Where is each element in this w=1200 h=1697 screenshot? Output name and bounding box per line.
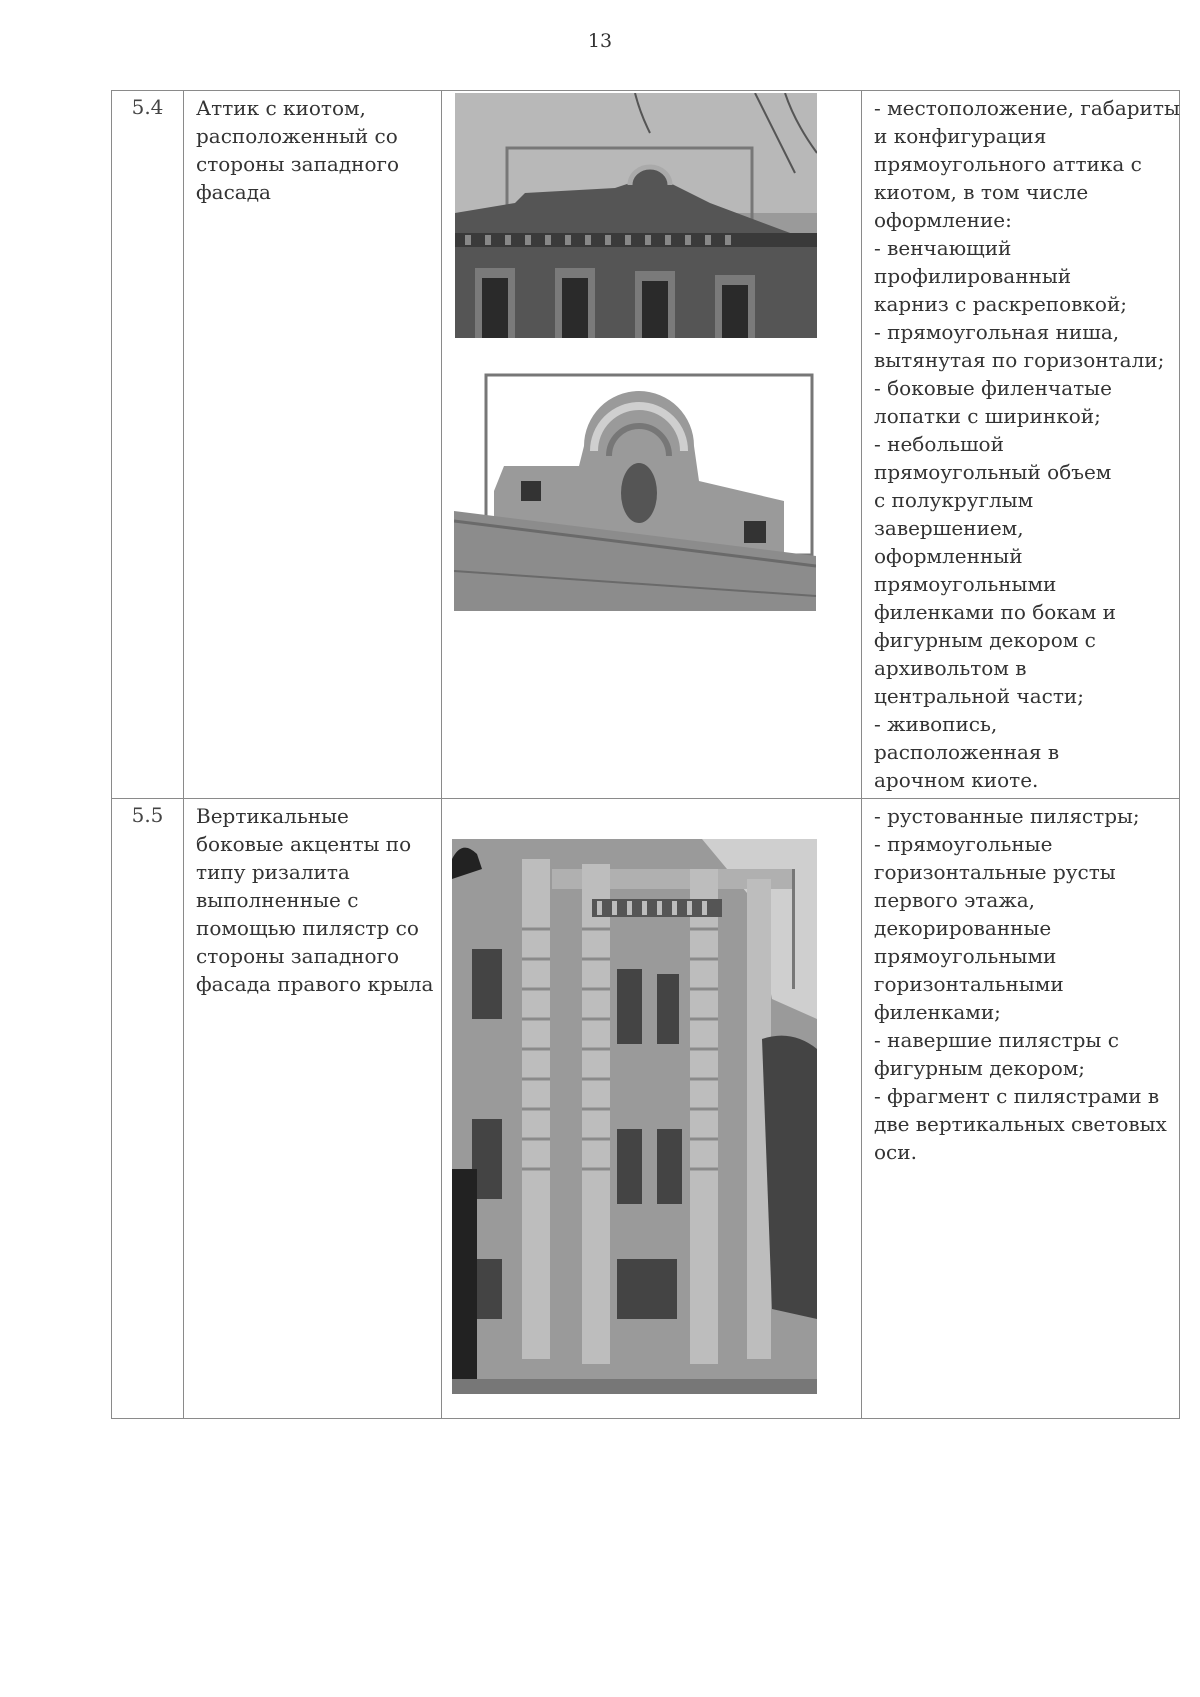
feature-line: горизонтальными: [874, 972, 1064, 996]
feature-line: профилированный: [874, 264, 1072, 288]
feature-line: прямоугольный объем: [874, 460, 1112, 484]
element-name-line: типу ризалита: [196, 860, 350, 884]
feature-line: - рустованные пилястры;: [874, 804, 1140, 828]
feature-line: прямоугольными: [874, 944, 1057, 968]
element-name: [184, 799, 442, 1419]
feature-line: киотом, в том числе: [874, 180, 1089, 204]
element-name-line: стороны западного: [196, 944, 400, 968]
protected-features: [862, 91, 1180, 799]
feature-line: - венчающий: [874, 236, 1012, 260]
page-number: 13: [587, 30, 613, 52]
feature-line: - живопись,: [874, 712, 998, 736]
feature-line: оси.: [874, 1140, 917, 1164]
feature-line: - местоположение, габариты: [874, 96, 1180, 120]
element-name-line: расположенный со: [196, 124, 398, 148]
feature-line: - небольшой: [874, 432, 1004, 456]
feature-line: фигурным декором с: [874, 628, 1096, 652]
element-name-line: боковые акценты по: [196, 832, 412, 856]
feature-line: прямоугольными: [874, 572, 1057, 596]
element-name-line: стороны западного: [196, 152, 400, 176]
feature-line: арочном киоте.: [874, 768, 1039, 792]
attic-kiot-closeup-photo: [454, 371, 816, 611]
feature-line: филенками;: [874, 1000, 1001, 1024]
element-name-line: Вертикальные: [196, 804, 349, 828]
element-name-line: помощью пилястр со: [196, 916, 419, 940]
feature-line: оформленный: [874, 544, 1023, 568]
element-name-line: Аттик с киотом,: [196, 96, 366, 120]
element-name-line: выполненные с: [196, 888, 359, 912]
row-number: 5.5: [112, 799, 184, 1419]
feature-line: вытянутая по горизонтали;: [874, 348, 1165, 372]
feature-line: лопатки с ширинкой;: [874, 404, 1101, 428]
feature-line: и конфигурация: [874, 124, 1047, 148]
feature-line: - навершие пилястры с: [874, 1028, 1119, 1052]
feature-line: архивольтом в: [874, 656, 1027, 680]
feature-line: - прямоугольная ниша,: [874, 320, 1120, 344]
feature-line: центральной части;: [874, 684, 1084, 708]
feature-line: карниз с раскреповкой;: [874, 292, 1128, 316]
row-number: 5.4: [112, 91, 184, 799]
table-row: [112, 799, 1180, 1419]
feature-line: фигурным декором;: [874, 1056, 1086, 1080]
feature-line: две вертикальных световых: [874, 1112, 1167, 1136]
heritage-elements-table: [111, 90, 1180, 1419]
feature-line: декорированные: [874, 916, 1052, 940]
feature-line: горизонтальные русты: [874, 860, 1116, 884]
right-wing-pilasters-photo: [452, 839, 817, 1394]
feature-line: - боковые филенчатые: [874, 376, 1112, 400]
table-row: [112, 91, 1180, 799]
feature-line: с полукруглым: [874, 488, 1034, 512]
element-name-line: фасада правого крыла: [196, 972, 434, 996]
photo-cell: [442, 91, 862, 799]
feature-line: филенками по бокам и: [874, 600, 1117, 624]
element-name: [184, 91, 442, 799]
element-name-line: фасада: [196, 180, 271, 204]
feature-line: прямоугольного аттика с: [874, 152, 1142, 176]
feature-line: - прямоугольные: [874, 832, 1053, 856]
feature-line: завершением,: [874, 516, 1024, 540]
feature-line: - фрагмент с пилястрами в: [874, 1084, 1160, 1108]
feature-line: расположенная в: [874, 740, 1060, 764]
feature-line: оформление:: [874, 208, 1012, 232]
protected-features: [862, 799, 1180, 1419]
attic-facade-photo: [455, 93, 817, 338]
photo-cell: [442, 799, 862, 1419]
feature-line: первого этажа,: [874, 888, 1036, 912]
